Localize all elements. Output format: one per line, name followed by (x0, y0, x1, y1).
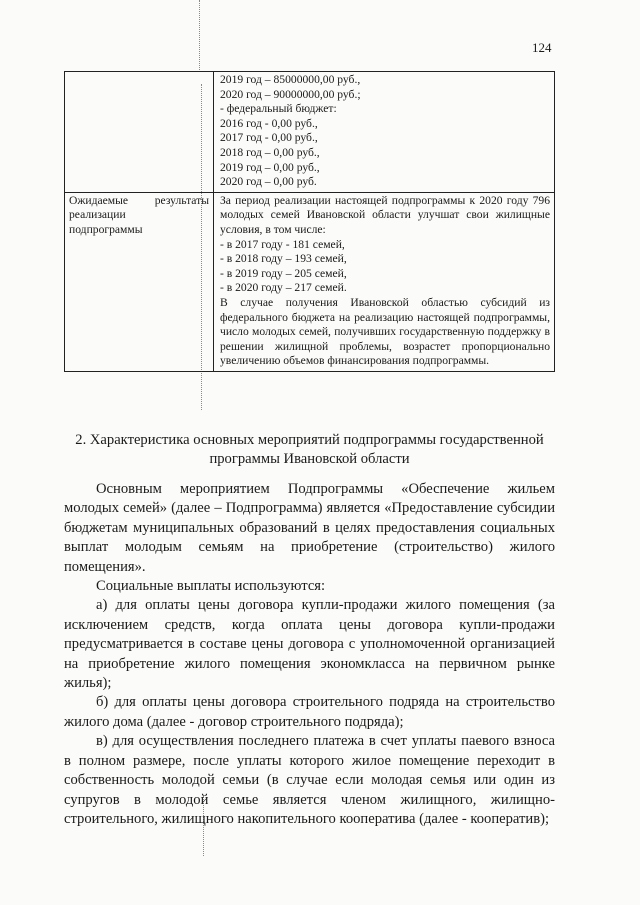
section-heading-line1: 2. Характеристика основных мероприятий подпрограммы государственной (75, 432, 544, 448)
funding-line: - федеральный бюджет: (220, 102, 337, 116)
subprogram-passport-table (64, 71, 555, 372)
expected-results-label-line3: подпрограммы (69, 222, 143, 236)
label-word: Ожидаемые (69, 193, 129, 207)
expected-results-label-line1 (69, 194, 209, 209)
expected-results-intro: За период реализации настоящей подпрограммы к 2020 году 796 молодых семей Ивановской области улучшат свои жилищные условия, в том числе: (220, 193, 550, 236)
page-number: 124 (532, 40, 552, 55)
section-heading (64, 431, 555, 469)
section-body (64, 480, 555, 829)
funding-line: 2019 год – 0,00 руб., (220, 160, 320, 174)
funding-line: 2020 год – 0,00 руб. (220, 175, 317, 189)
paragraph-payments-intro: Социальные выплаты используются: (96, 578, 326, 595)
funding-line: 2016 год - 0,00 руб., (220, 116, 318, 130)
funding-line: 2020 год – 90000000,00 руб.; (220, 87, 361, 101)
funding-line: 2019 год – 85000000,00 руб., (220, 73, 361, 86)
funding-line: 2018 год – 0,00 руб., (220, 145, 320, 159)
table-row-expected-results (65, 192, 555, 371)
section-heading-line2: программы Ивановской области (209, 451, 410, 467)
table-row-funding (65, 72, 555, 193)
expected-results-year-line: - в 2019 году – 205 семей, (220, 266, 347, 280)
paragraph-main-activity: Основным мероприятием Подпрограммы «Обеспечение жильем молодых семей» (далее – Подпрограмма) является «Предоставление субсидии бюджетам муниципальных образований в целях предоставления социальных выплат молодым семьям на приобретение (строительство) жилого помещения». (64, 481, 555, 575)
funding-label-cell (65, 72, 214, 193)
scan-artifact-line-top (199, 0, 200, 70)
expected-results-label-cell (65, 192, 214, 371)
paragraph-item-b: б) для оплаты цены договора строительного подряда на строительство жилого дома (далее - договор строительного подряда); (64, 694, 555, 730)
expected-results-year-line: - в 2017 году - 181 семей, (220, 237, 345, 251)
expected-results-text-cell (214, 192, 555, 371)
paragraph-item-a: а) для оплаты цены договора купли-продажи жилого помещения (за исключением средств, когда оплата цены договора купли-продажи предусматривается в составе цены договора с уполномоченной организацией на приобретение жилого помещения экономкласса на первичном рынке жилья); (64, 597, 555, 692)
expected-results-year-line: - в 2020 году – 217 семей. (220, 281, 347, 295)
funding-values-cell (214, 72, 555, 193)
funding-line: 2017 год - 0,00 руб., (220, 131, 318, 145)
expected-results-federal-note: В случае получения Ивановской областью субсидий из федерального бюджета на реализацию настоящей подпрограммы, число молодых семей, получивших государственную поддержку в решении жилищной проблемы, возрастет пропорционально увеличению объемов финансирования подпрограммы. (220, 295, 550, 368)
paragraph-item-v: в) для осуществления последнего платежа в счет уплаты паевого взноса в полном размере, после уплаты которого жилое помещение переходит в собственность молодой семьи (в случае если молодая семья или один из супругов в молодой семье является членом жилищного, жилищно-строительного, жилищного накопительного кооператива (далее - кооператив); (64, 733, 555, 827)
label-word: результаты (154, 193, 209, 207)
expected-results-year-line: - в 2018 году – 193 семей, (220, 252, 347, 266)
expected-results-label-line2: реализации (69, 208, 126, 222)
